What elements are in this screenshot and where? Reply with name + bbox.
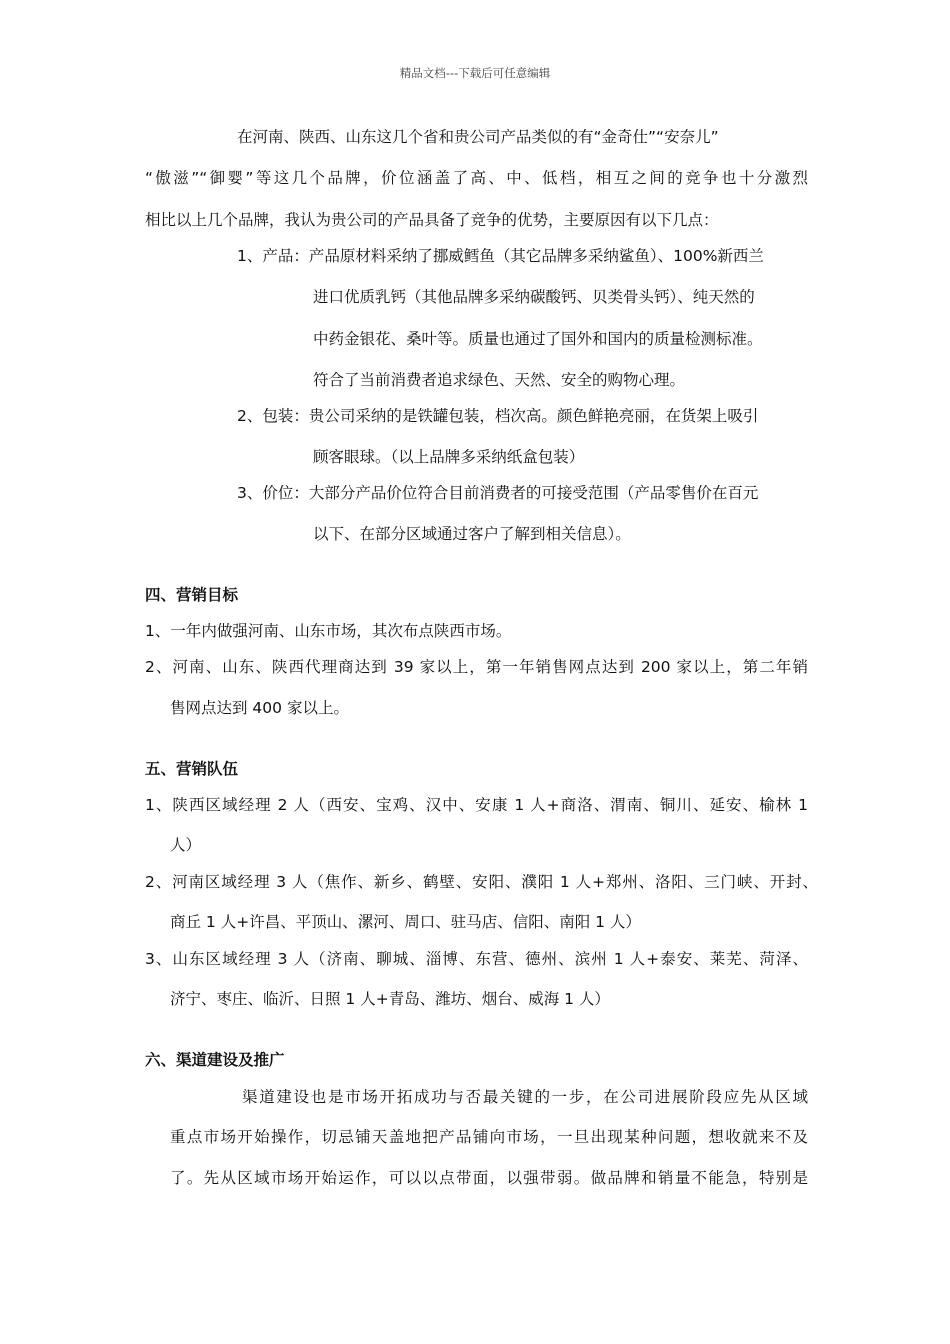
- intro-line-1: 在河南、陕西、山东这几个省和贵公司产品类似的有“金奇仕”“安奈儿”: [237, 128, 719, 146]
- section-5-line-2: 人）: [170, 836, 202, 854]
- section-4-line-2: 2、河南、山东、陕西代理商达到 39 家以上，第一年销售网点达到 200 家以上，第二年销: [145, 658, 808, 676]
- section-6-heading: 六、渠道建设及推广: [145, 1051, 285, 1069]
- advantage-product-line-1: 1、产品：产品原材料采纳了挪威鳕鱼（其它品牌多采纳鲨鱼）、100%新西兰: [237, 247, 764, 265]
- section-5-heading: 五、营销队伍: [145, 760, 239, 778]
- advantage-product-line-4: 符合了当前消费者追求绿色、天然、安全的购物心理。: [313, 371, 686, 389]
- section-4-line-3: 售网点达到 400 家以上。: [170, 699, 349, 717]
- section-4-line-1: 1、一年内做强河南、山东市场，其次布点陕西市场。: [145, 622, 512, 640]
- section-4-heading: 四、营销目标: [145, 586, 239, 604]
- section-5-line-6: 济宁、枣庄、临沂、日照 1 人+青岛、潍坊、烟台、威海 1 人）: [170, 990, 610, 1008]
- section-5-line-3: 2、河南区域经理 3 人（焦作、新乡、鹤壁、安阳、濮阳 1 人+郑州、洛阳、三门峡、开封、: [145, 873, 818, 891]
- intro-line-3: 相比以上几个品牌，我认为贵公司的产品具备了竞争的优势，主要原因有以下几点：: [145, 211, 719, 229]
- advantage-packaging-line-1: 2、包装：贵公司采纳的是铁罐包装，档次高。颜色鲜艳亮丽，在货架上吸引: [237, 407, 759, 425]
- page-header: 精品文档---下载后可任意编辑: [399, 66, 551, 80]
- section-6-line-2: 重点市场开始操作，切忌铺天盖地把产品铺向市场，一旦出现某种问题，想收就来不及: [170, 1128, 808, 1146]
- advantage-packaging-line-2: 顾客眼球。（以上品牌多采纳纸盒包装）: [313, 448, 585, 466]
- advantage-price-line-1: 3、价位：大部分产品价位符合目前消费者的可接受范围（产品零售价在百元: [237, 484, 759, 502]
- intro-line-2: “傲滋”“御婴”等这几个品牌，价位涵盖了高、中、低档，相互之间的竞争也十分激烈: [145, 169, 808, 187]
- section-6-line-1: 渠道建设也是市场开拓成功与否最关键的一步，在公司进展阶段应先从区域: [242, 1088, 808, 1106]
- section-6-line-3: 了。先从区域市场开始运作，可以以点带面，以强带弱。做品牌和销量不能急，特别是: [170, 1169, 808, 1187]
- advantage-product-line-2: 进口优质乳钙（其他品牌多采纳碳酸钙、贝类骨头钙）、纯天然的: [313, 288, 755, 306]
- advantage-product-line-3: 中药金银花、桑叶等。质量也通过了国外和国内的质量检测标准。: [313, 330, 763, 348]
- section-5-line-5: 3、山东区域经理 3 人（济南、聊城、淄博、东营、德州、滨州 1 人+泰安、莱芜、菏泽、: [145, 950, 808, 968]
- section-5-line-4: 商丘 1 人+许昌、平顶山、漯河、周口、驻马店、信阳、南阳 1 人）: [170, 913, 641, 931]
- section-5-line-1: 1、陕西区域经理 2 人（西安、宝鸡、汉中、安康 1 人+商洛、渭南、铜川、延安、榆林 1: [145, 796, 808, 814]
- advantage-price-line-2: 以下、在部分区域通过客户了解到相关信息）。: [313, 525, 631, 543]
